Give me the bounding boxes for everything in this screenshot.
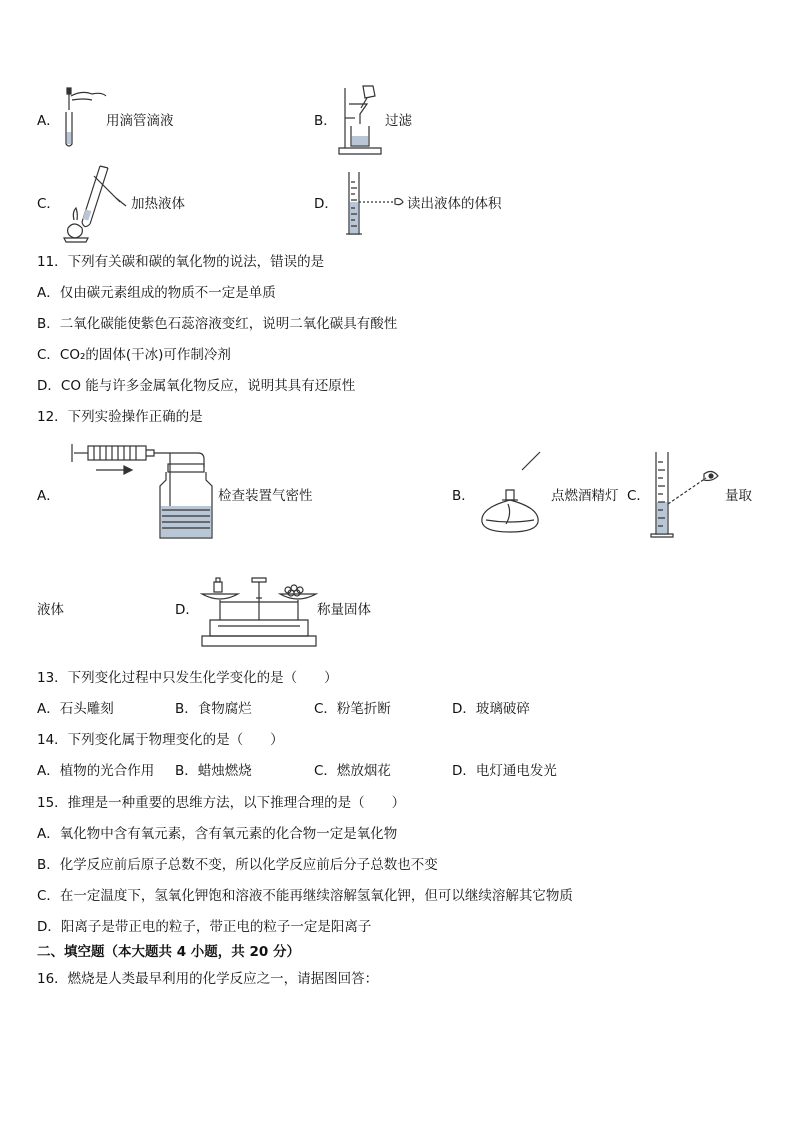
q14-option-d: D．电灯通电发光 xyxy=(452,763,557,779)
q13-option-d: D．玻璃破碎 xyxy=(452,701,530,717)
q10-option-a-label: 用滴管滴液 xyxy=(106,113,174,129)
q14-stem: 14．下列变化属于物理变化的是（ ） xyxy=(37,732,284,748)
q12-option-b-label: 点燃酒精灯 xyxy=(551,488,619,504)
q13-option-c: C．粉笔折断 xyxy=(314,701,391,717)
q11-option-a: A．仅由碳元素组成的物质不一定是单质 xyxy=(37,285,276,301)
q12-option-c-letter: C． xyxy=(627,488,650,504)
q10-option-b-label: 过滤 xyxy=(385,113,412,129)
q10-option-d-label: 读出液体的体积 xyxy=(407,196,502,212)
q15-option-b: B．化学反应前后原子总数不变，所以化学反应前后分子总数也不变 xyxy=(37,857,438,873)
q15-stem: 15．推理是一种重要的思维方法，以下推理合理的是（ ） xyxy=(37,795,406,811)
q10-option-a-letter: A． xyxy=(37,113,60,129)
q12-option-d-letter: D． xyxy=(175,602,199,618)
airtightness-check-figure xyxy=(70,440,216,544)
heating-liquid-figure xyxy=(60,162,132,244)
q14-option-c: C．燃放烟花 xyxy=(314,763,391,779)
q10-option-d-letter: D． xyxy=(314,196,338,212)
dropper-test-tube-figure xyxy=(58,86,108,150)
q15-option-c: C．在一定温度下，氢氧化钾饱和溶液不能再继续溶解氢氧化钾，但可以继续溶解其它物质 xyxy=(37,888,573,904)
q11-option-d: D．CO 能与许多金属氧化物反应，说明其具有还原性 xyxy=(37,378,356,394)
q16-stem: 16．燃烧是人类最早利用的化学反应之一，请据图回答： xyxy=(37,971,379,987)
q12-option-c-label-part2: 液体 xyxy=(37,602,64,618)
q10-option-c-label: 加热液体 xyxy=(131,196,185,212)
q12-option-a-letter: A． xyxy=(37,488,60,504)
q14-option-a: A．植物的光合作用 xyxy=(37,763,155,779)
q14-option-b: B．蜡烛燃烧 xyxy=(175,763,252,779)
section-2-title: 二、填空题（本大题共 4 小题，共 20 分） xyxy=(37,944,300,960)
q11-option-b: B．二氧化碳能使紫色石蕊溶液变红，说明二氧化碳具有酸性 xyxy=(37,316,398,332)
q12-option-b-letter: B． xyxy=(452,488,475,504)
filtration-apparatus-figure xyxy=(337,82,385,156)
read-cylinder-volume-figure xyxy=(343,168,407,240)
q11-option-c: C．CO₂的固体(干冰)可作制冷剂 xyxy=(37,347,231,363)
q13-stem: 13．下列变化过程中只发生化学变化的是（ ） xyxy=(37,670,338,686)
q12-option-c-label-part1: 量取 xyxy=(725,488,752,504)
lighting-alcohol-lamp-figure xyxy=(472,450,550,538)
measure-liquid-cylinder-figure xyxy=(648,450,724,540)
q12-option-d-label: 称量固体 xyxy=(317,602,371,618)
q12-stem: 12．下列实验操作正确的是 xyxy=(37,409,203,425)
weighing-solid-balance-figure xyxy=(200,574,318,650)
q10-option-b-letter: B． xyxy=(314,113,337,129)
q13-option-a: A．石头雕刻 xyxy=(37,701,114,717)
q15-option-d: D．阳离子是带正电的粒子，带正电的粒子一定是阳离子 xyxy=(37,919,372,935)
q13-option-b: B．食物腐烂 xyxy=(175,701,252,717)
q10-option-c-letter: C． xyxy=(37,196,60,212)
q12-option-a-label: 检查装置气密性 xyxy=(218,488,313,504)
q11-stem: 11．下列有关碳和碳的氧化物的说法，错误的是 xyxy=(37,254,325,270)
q15-option-a: A．氧化物中含有氧元素，含有氧元素的化合物一定是氧化物 xyxy=(37,826,398,842)
